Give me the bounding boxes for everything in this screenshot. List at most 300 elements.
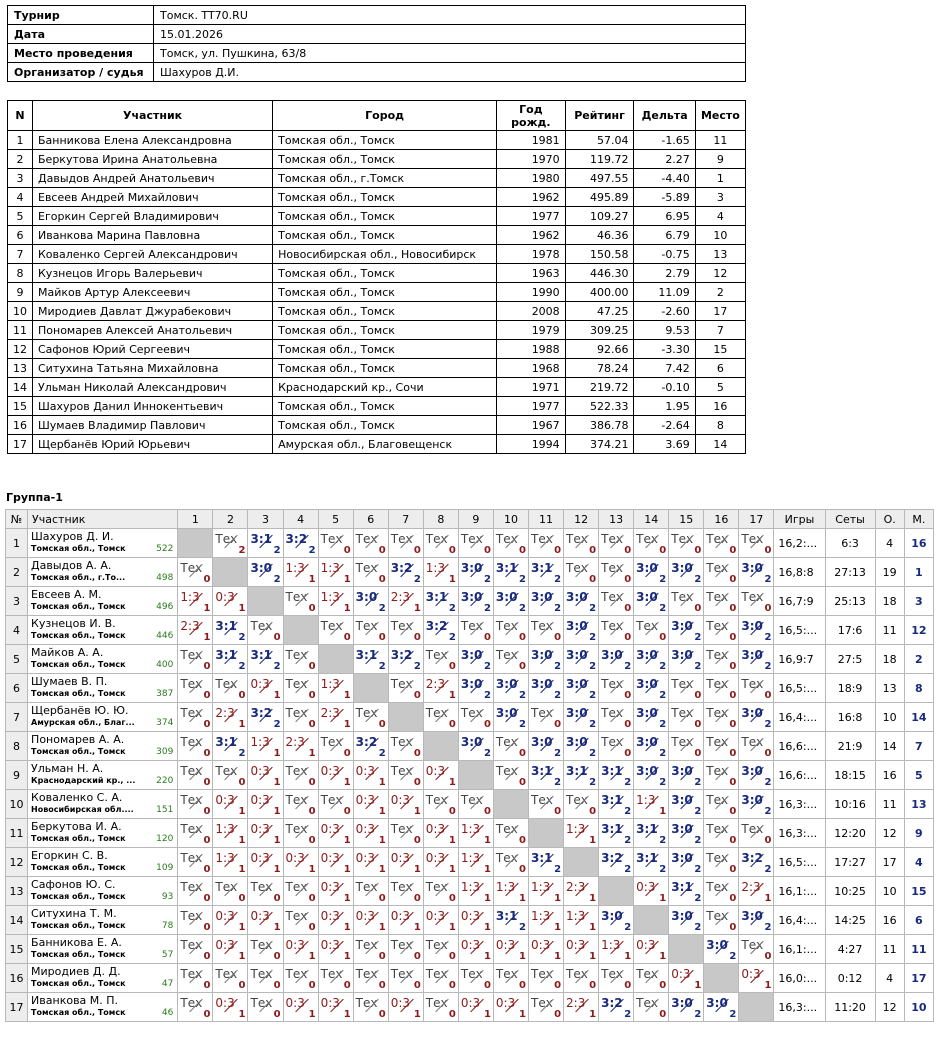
grid-result-cell (423, 674, 458, 703)
participant-cell: 10 (695, 226, 745, 245)
match-result (213, 616, 247, 644)
match-result (634, 877, 668, 905)
grid-header-opponent: 12 (564, 510, 599, 529)
match-score: 3:0 (741, 793, 763, 807)
match-score: 0:3 (741, 967, 761, 981)
match-score: Тех (250, 619, 273, 633)
grid-row-number: 2 (6, 558, 28, 587)
grid-player-sub (31, 833, 177, 845)
grid-points: 18 (875, 645, 904, 674)
match-points: 1 (448, 864, 456, 875)
match-score: 0:3 (250, 677, 270, 691)
match-points: 2 (519, 719, 526, 730)
grid-player (28, 616, 178, 645)
grid-header-opponent: 2 (213, 510, 248, 529)
match-result (669, 877, 703, 905)
participants-header-cell: Рейтинг (565, 101, 634, 131)
grid-result-cell (669, 645, 704, 674)
match-points: 1 (483, 835, 491, 846)
grid-result-cell (388, 645, 423, 674)
match-points: 2 (554, 864, 562, 875)
match-score: Тех (180, 706, 203, 720)
participant-cell: Миродиев Давлат Джурабекович (33, 302, 273, 321)
participant-cell: Томская обл., Томск (273, 264, 497, 283)
grid-result-cell (634, 616, 669, 645)
match-score: Тех (355, 996, 378, 1010)
match-score: Тех (320, 532, 343, 546)
grid-result-cell (178, 616, 213, 645)
match-points: 0 (448, 1009, 456, 1020)
match-result (213, 732, 247, 760)
match-score: 1:3 (250, 735, 270, 749)
grid-player-city: Томская обл., Томск (31, 979, 126, 988)
match-points: 0 (659, 1009, 667, 1020)
match-result (248, 993, 282, 1021)
match-score: Тех (215, 532, 238, 546)
match-points: 0 (308, 690, 316, 701)
match-score: Тех (390, 880, 413, 894)
match-result (564, 703, 598, 731)
grid-points: 10 (875, 703, 904, 732)
match-result (459, 674, 493, 702)
participant-cell: Томская обл., Томск (273, 283, 497, 302)
match-result (494, 587, 528, 615)
grid-result-cell (564, 703, 599, 732)
match-result (599, 848, 633, 876)
match-result (424, 558, 458, 586)
grid-result-cell (213, 848, 248, 877)
participant-cell: 1962 (497, 188, 566, 207)
participant-cell: Томская обл., Томск (273, 131, 497, 150)
grid-diagonal-cell (528, 819, 563, 848)
grid-result-cell (599, 558, 634, 587)
grid-result-cell (318, 848, 353, 877)
match-result (634, 848, 668, 876)
match-result (529, 645, 563, 673)
participants-table (7, 100, 746, 454)
match-score: 3:0 (601, 909, 623, 923)
match-points: 0 (203, 835, 211, 846)
match-points: 0 (203, 690, 211, 701)
match-points: 0 (519, 661, 526, 672)
match-result (529, 935, 563, 963)
grid-result-cell (318, 935, 353, 964)
grid-result-cell (564, 529, 599, 558)
grid-result-cell (634, 558, 669, 587)
match-result (669, 790, 703, 818)
match-points: 2 (238, 661, 246, 672)
participant-cell: 6 (695, 359, 745, 378)
grid-result-cell (388, 877, 423, 906)
grid-result-cell (388, 674, 423, 703)
match-result (248, 906, 282, 934)
participant-cell: 7 (695, 321, 745, 340)
match-score: Тех (706, 909, 729, 923)
match-result (529, 906, 563, 934)
grid-row (6, 993, 934, 1022)
grid-place: 16 (904, 529, 933, 558)
match-points: 0 (483, 719, 491, 730)
match-result (389, 819, 423, 847)
match-result (564, 645, 598, 673)
match-score: 3:1 (215, 648, 237, 662)
grid-player-city: Томская обл., Томск (31, 544, 126, 553)
participant-cell: 16 (8, 416, 33, 435)
match-score: 0:3 (285, 851, 305, 865)
match-points: 2 (238, 748, 246, 759)
grid-result-cell (388, 819, 423, 848)
match-result (319, 964, 353, 992)
match-score: Тех (180, 967, 203, 981)
grid-result-cell (493, 529, 528, 558)
grid-result-cell (634, 790, 669, 819)
participant-cell: 47.25 (565, 302, 634, 321)
grid-place: 17 (904, 964, 933, 993)
match-score: 3:1 (250, 532, 272, 546)
match-result (669, 558, 703, 586)
grid-player-sub (31, 978, 177, 990)
grid-result-cell (248, 790, 283, 819)
grid-points: 13 (875, 674, 904, 703)
match-score: Тех (250, 880, 273, 894)
match-score: 3:0 (460, 677, 483, 691)
participant-cell: 13 (8, 359, 33, 378)
participant-cell: 6.79 (634, 226, 695, 245)
match-result (459, 906, 493, 934)
grid-result-cell (528, 529, 563, 558)
match-result (178, 790, 212, 818)
match-points: 1 (483, 951, 491, 962)
grid-result-cell (634, 877, 669, 906)
match-points: 1 (448, 690, 456, 701)
match-score: Тех (706, 764, 729, 778)
match-points: 0 (448, 661, 456, 672)
match-result (319, 790, 353, 818)
match-result (178, 558, 212, 586)
match-points: 1 (238, 835, 246, 846)
grid-result-cell (458, 558, 493, 587)
match-score: Тех (601, 735, 623, 749)
match-result (529, 732, 563, 760)
match-result (424, 993, 458, 1021)
participant-cell: 11 (695, 131, 745, 150)
participant-row (8, 169, 746, 188)
participant-cell: Томская обл., Томск (273, 359, 497, 378)
grid-result-cell (178, 906, 213, 935)
match-points: 0 (694, 719, 702, 730)
match-points: 0 (203, 893, 211, 904)
match-score: 0:3 (390, 793, 411, 807)
grid-result-cell (493, 993, 528, 1022)
match-points: 2 (519, 690, 526, 701)
match-points: 0 (273, 980, 281, 991)
participant-cell: 219.72 (565, 378, 634, 397)
participant-cell: 6 (8, 226, 33, 245)
match-score: 0:3 (390, 909, 411, 923)
grid-result-cell (493, 703, 528, 732)
grid-result-cell (318, 587, 353, 616)
match-result (389, 732, 423, 760)
grid-result-cell (528, 790, 563, 819)
match-points: 0 (343, 545, 351, 556)
grid-player (28, 848, 178, 877)
grid-result-cell (423, 645, 458, 674)
match-points: 2 (554, 690, 562, 701)
match-score: 0:3 (250, 822, 270, 836)
match-points: 2 (238, 632, 246, 643)
match-result (494, 761, 528, 789)
grid-player-city: Томская обл., г.То... (31, 573, 126, 582)
match-points: 0 (448, 980, 456, 991)
match-score: 1:3 (460, 822, 481, 836)
grid-player (28, 674, 178, 703)
grid-row (6, 616, 934, 645)
match-score: 3:1 (636, 822, 658, 836)
match-result (599, 935, 633, 963)
match-points: 1 (659, 806, 667, 817)
grid-row (6, 877, 934, 906)
match-points: 0 (694, 603, 702, 614)
match-result (704, 761, 738, 789)
grid-result-cell (599, 529, 634, 558)
match-points: 1 (273, 806, 281, 817)
match-score: 3:1 (215, 735, 237, 749)
participant-cell: Майков Артур Алексеевич (33, 283, 273, 302)
match-points: 0 (413, 748, 421, 759)
match-result (739, 935, 773, 963)
participant-cell: 2 (8, 150, 33, 169)
match-result (284, 645, 318, 673)
grid-result-cell (423, 993, 458, 1022)
match-points: 0 (729, 603, 737, 614)
match-score: 3:2 (285, 532, 308, 546)
grid-header-points: О. (875, 510, 904, 529)
grid-row-number: 16 (6, 964, 28, 993)
match-points: 2 (589, 603, 597, 614)
match-result (354, 964, 388, 992)
match-points: 1 (238, 951, 246, 962)
match-points: 0 (729, 806, 737, 817)
grid-result-cell (739, 674, 774, 703)
match-points: 1 (273, 922, 281, 933)
match-result (599, 616, 633, 644)
match-result (319, 529, 353, 557)
grid-result-cell (318, 703, 353, 732)
match-result (599, 964, 633, 992)
match-score: Тех (741, 938, 764, 952)
match-score: 0:3 (355, 764, 375, 778)
match-result (529, 587, 563, 615)
match-points: 0 (238, 893, 246, 904)
match-result (599, 674, 633, 702)
match-points: 0 (203, 719, 211, 730)
grid-result-cell (669, 529, 704, 558)
match-points: 0 (589, 806, 597, 817)
match-score: 3:0 (741, 619, 763, 633)
match-points: 1 (589, 951, 597, 962)
grid-player-city: Томская обл., Томск (31, 834, 126, 843)
match-points: 0 (483, 980, 491, 991)
grid-diagonal-cell (213, 558, 248, 587)
match-points: 2 (273, 574, 281, 585)
grid-result-cell (423, 935, 458, 964)
match-result (529, 790, 563, 818)
match-points: 2 (694, 806, 702, 817)
grid-player-city: Томская обл., Томск (31, 863, 126, 872)
grid-result-cell (423, 848, 458, 877)
grid-result-cell (669, 819, 704, 848)
match-points: 1 (308, 951, 316, 962)
match-score: 0:3 (250, 909, 270, 923)
match-points: 0 (343, 980, 351, 991)
match-score: Тех (741, 735, 764, 749)
match-score: 3:0 (636, 764, 658, 778)
grid-player-sub (31, 775, 177, 787)
grid-place: 6 (904, 906, 933, 935)
info-value: Томск, ул. Пушкина, 63/8 (154, 44, 746, 63)
match-score: Тех (706, 851, 729, 865)
grid-result-cell (564, 993, 599, 1022)
grid-games: 16,3:... (774, 819, 825, 848)
match-points: 2 (554, 574, 562, 585)
match-result (564, 790, 598, 818)
match-points: 0 (659, 980, 667, 991)
match-score: 3:0 (671, 561, 693, 575)
match-result (284, 761, 318, 789)
grid-result-cell (248, 558, 283, 587)
match-points: 2 (659, 748, 667, 759)
grid-games: 16,3:... (774, 993, 825, 1022)
participant-cell: -4.40 (634, 169, 695, 188)
match-points: 0 (448, 806, 456, 817)
match-result (319, 848, 353, 876)
match-points: 0 (729, 574, 737, 585)
grid-result-cell (213, 935, 248, 964)
grid-player-city: Томская обл., Томск (31, 602, 126, 611)
grid-row (6, 848, 934, 877)
grid-player (28, 558, 178, 587)
match-points: 0 (378, 632, 386, 643)
match-points: 0 (413, 835, 421, 846)
match-result (319, 993, 353, 1021)
grid-result-cell (388, 761, 423, 790)
match-score: Тех (180, 735, 203, 749)
match-points: 1 (589, 835, 597, 846)
grid-sets: 18:15 (825, 761, 875, 790)
grid-result-cell (634, 935, 669, 964)
match-points: 2 (694, 632, 702, 643)
grid-row (6, 761, 934, 790)
match-score: Тех (566, 967, 588, 981)
grid-games: 16,6:... (774, 761, 825, 790)
grid-player-sub (31, 804, 177, 816)
grid-result-cell (388, 964, 423, 993)
participant-cell: 78.24 (565, 359, 634, 378)
participant-cell: 522.33 (565, 397, 634, 416)
match-score: Тех (425, 996, 448, 1010)
grid-player-name: Щербанёв Ю. Ю. (31, 704, 129, 717)
match-result (599, 993, 633, 1021)
match-score: Тех (460, 967, 483, 981)
grid-sets: 11:20 (825, 993, 875, 1022)
match-result (389, 935, 423, 963)
grid-result-cell (458, 819, 493, 848)
match-result (529, 703, 563, 731)
match-points: 2 (273, 545, 281, 556)
grid-result-cell (318, 761, 353, 790)
grid-player-sub (31, 746, 177, 758)
grid-result-cell (213, 703, 248, 732)
grid-result-cell (213, 993, 248, 1022)
grid-result-cell (739, 616, 774, 645)
match-points: 2 (659, 835, 667, 846)
match-points: 2 (589, 719, 597, 730)
grid-player (28, 906, 178, 935)
match-points: 1 (764, 893, 772, 904)
participant-cell: Шумаев Владимир Павлович (33, 416, 273, 435)
match-result (704, 674, 738, 702)
participant-cell: 5 (695, 378, 745, 397)
grid-diagonal-cell (353, 674, 388, 703)
match-result (459, 993, 493, 1021)
grid-player (28, 703, 178, 732)
match-points: 2 (659, 719, 667, 730)
match-points: 0 (378, 951, 386, 962)
grid-diagonal-cell (704, 964, 739, 993)
participant-cell: 14 (695, 435, 745, 454)
match-result (564, 674, 598, 702)
match-result (354, 906, 388, 934)
match-score: Тех (530, 532, 553, 546)
grid-row (6, 819, 934, 848)
match-points: 0 (694, 748, 702, 759)
grid-place: 2 (904, 645, 933, 674)
grid-result-cell (669, 674, 704, 703)
grid-player-sub (31, 920, 177, 932)
grid-points: 4 (875, 964, 904, 993)
match-points: 1 (308, 864, 316, 875)
match-result (178, 935, 212, 963)
match-score: Тех (530, 967, 553, 981)
participant-cell: 3 (695, 188, 745, 207)
match-score: 3:0 (601, 648, 623, 662)
match-result (564, 587, 598, 615)
match-points: 0 (694, 545, 702, 556)
match-points: 1 (589, 922, 597, 933)
grid-result-cell (248, 906, 283, 935)
match-result (213, 993, 247, 1021)
match-result (389, 587, 423, 615)
match-points: 2 (624, 864, 632, 875)
match-result (669, 616, 703, 644)
grid-result-cell (634, 848, 669, 877)
grid-result-cell (634, 964, 669, 993)
match-score: Тех (390, 677, 413, 691)
match-result (424, 848, 458, 876)
grid-games: 16,1:... (774, 935, 825, 964)
match-result (354, 732, 388, 760)
participant-cell: 1981 (497, 131, 566, 150)
match-score: Тех (180, 938, 203, 952)
grid-result-cell (564, 761, 599, 790)
match-score: 0:3 (460, 938, 481, 952)
grid-result-cell (178, 877, 213, 906)
grid-result-cell (248, 761, 283, 790)
match-points: 0 (203, 951, 211, 962)
match-points: 1 (343, 690, 351, 701)
grid-result-cell (564, 819, 599, 848)
match-score: Тех (180, 677, 203, 691)
